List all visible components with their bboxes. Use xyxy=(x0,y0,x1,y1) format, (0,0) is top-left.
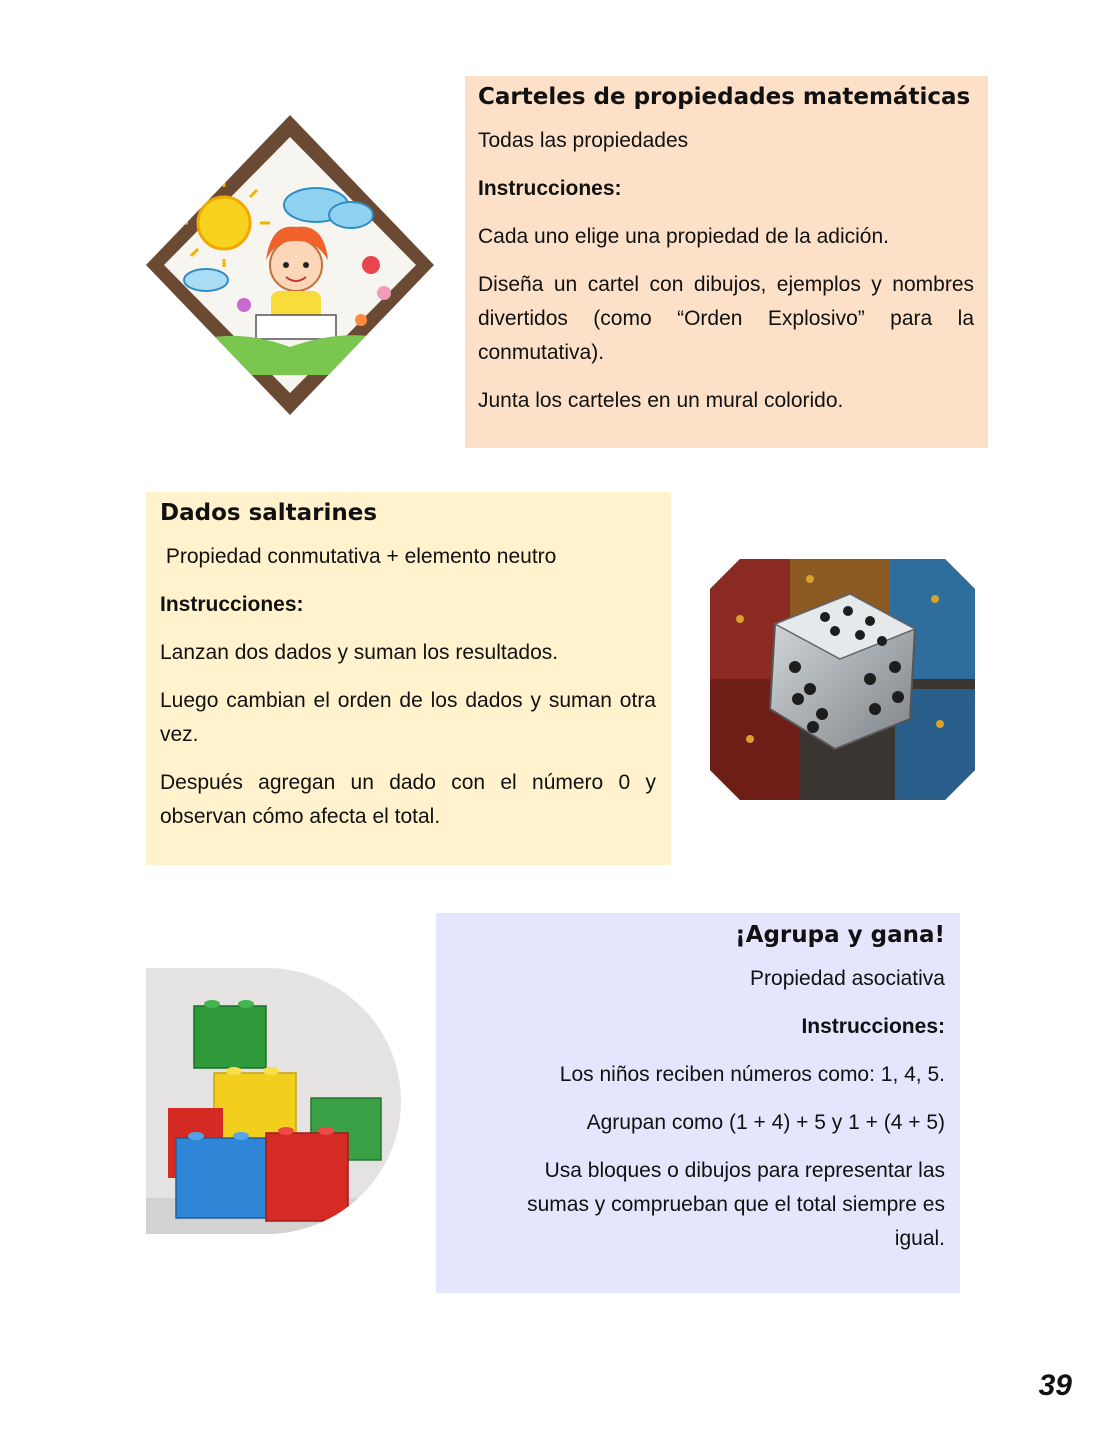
card-title: Carteles de propiedades matemáticas xyxy=(478,84,971,110)
card-title: Dados saltarines xyxy=(160,500,378,526)
card-subtitle: Propiedad asociativa xyxy=(750,967,945,990)
instruction-text: Después agregan un dado con el número 0 y observan cómo afecta el total. xyxy=(160,771,656,828)
instruction-text: Usa bloques o dibujos para representar las sumas y comprueban que el total siempre es igual. xyxy=(527,1159,945,1250)
dice-image xyxy=(710,559,975,800)
instructions-label: Instrucciones: xyxy=(478,177,622,200)
instructions-label: Instrucciones: xyxy=(160,593,304,616)
page-number: 39 xyxy=(1038,1369,1072,1402)
instruction-text: Cada uno elige una propiedad de la adición. xyxy=(478,225,889,248)
child-drawing-image xyxy=(146,115,434,415)
activity-card-group xyxy=(436,913,960,1293)
instructions-label: Instrucciones: xyxy=(801,1015,945,1038)
instruction-text: Luego cambian el orden de los dados y suman otra vez. xyxy=(160,689,656,746)
instruction-text: Lanzan dos dados y suman los resultados. xyxy=(160,641,559,664)
instruction-text: Diseña un cartel con dibujos, ejemplos y nombres divertidos (como “Orden Explosivo” para la conmutativa). xyxy=(478,273,974,364)
instruction-text: Agrupan como (1 + 4) + 5 y 1 + (4 + 5) xyxy=(586,1111,945,1134)
activity-card-posters xyxy=(465,76,988,448)
card-subtitle: Todas las propiedades xyxy=(478,129,689,152)
instruction-text: Junta los carteles en un mural colorido. xyxy=(478,389,844,412)
toy-blocks-image xyxy=(146,968,401,1234)
activity-card-dice xyxy=(146,492,671,865)
card-subtitle: Propiedad conmutativa + elemento neutro xyxy=(160,545,557,568)
card-title: ¡Agrupa y gana! xyxy=(735,922,945,948)
instruction-text: Los niños reciben números como: 1, 4, 5. xyxy=(559,1063,945,1086)
